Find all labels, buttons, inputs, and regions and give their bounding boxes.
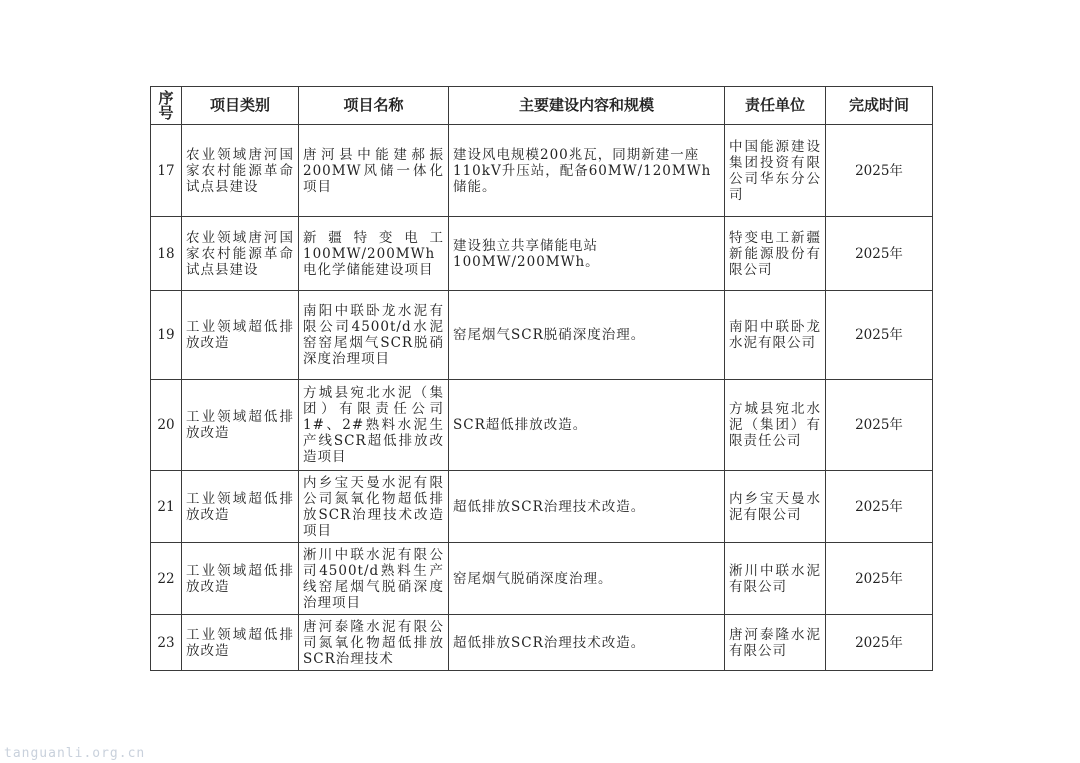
project-category: 工业领域超低排放改造 — [186, 562, 294, 595]
header-no: 序号 — [151, 87, 182, 125]
table-row — [151, 217, 933, 291]
project-content: 窑尾烟气SCR脱硝深度治理。 — [453, 327, 646, 343]
completion-time: 2025年 — [826, 125, 933, 217]
table-row — [151, 125, 933, 217]
responsible-unit: 淅川中联水泥有限公司 — [729, 562, 821, 595]
project-table — [150, 86, 933, 671]
project-content: 超低排放SCR治理技术改造。 — [453, 634, 646, 651]
completion-time: 2025年 — [826, 543, 933, 615]
completion-time: 2025年 — [826, 291, 933, 380]
site-watermark: tanguanli.org.cn — [4, 746, 146, 761]
completion-time: 2025年 — [826, 380, 933, 471]
row-number: 20 — [151, 380, 182, 471]
row-number: 19 — [151, 291, 182, 380]
table-row — [151, 471, 933, 543]
responsible-unit: 方城县宛北水泥（集团）有限责任公司 — [729, 401, 821, 449]
header-unit: 责任单位 — [725, 87, 826, 125]
project-name: 唐河泰隆水泥有限公司氮氧化物超低排放SCR治理技术 — [303, 618, 444, 667]
table-row — [151, 615, 933, 671]
project-content: 建设独立共享储能电站100MW/200MWh。 — [453, 237, 600, 270]
project-name: 内乡宝天曼水泥有限公司氮氧化物超低排放SCR治理技术改造项目 — [303, 474, 444, 539]
row-number: 18 — [151, 217, 182, 291]
project-category: 农业领域唐河国家农村能源革命试点县建设 — [186, 229, 294, 278]
header-content: 主要建设内容和规模 — [449, 87, 725, 125]
row-number: 23 — [151, 615, 182, 671]
project-category: 工业领域超低排放改造 — [186, 319, 294, 351]
row-number: 22 — [151, 543, 182, 615]
responsible-unit: 特变电工新疆新能源股份有限公司 — [729, 229, 821, 278]
header-name: 项目名称 — [299, 87, 449, 125]
table-row — [151, 543, 933, 615]
project-content: 超低排放SCR治理技术改造。 — [453, 498, 646, 515]
row-number: 17 — [151, 125, 182, 217]
project-category: 农业领域唐河国家农村能源革命试点县建设 — [186, 146, 294, 195]
responsible-unit: 南阳中联卧龙水泥有限公司 — [729, 319, 821, 351]
project-category: 工业领域超低排放改造 — [186, 626, 294, 659]
header-category: 项目类别 — [182, 87, 299, 125]
table-row — [151, 380, 933, 471]
project-name: 淅川中联水泥有限公司4500t/d熟料生产线窑尾烟气脱硝深度治理项目 — [303, 546, 444, 611]
project-name: 唐河县中能建郝振200MW风储一体化项目 — [303, 146, 444, 195]
table-header-row — [151, 87, 933, 125]
completion-time: 2025年 — [826, 471, 933, 543]
responsible-unit: 中国能源建设集团投资有限公司华东分公司 — [729, 138, 821, 203]
project-category: 工业领域超低排放改造 — [186, 409, 294, 441]
responsible-unit: 内乡宝天曼水泥有限公司 — [729, 490, 821, 523]
project-content: SCR超低排放改造。 — [453, 417, 588, 433]
header-time: 完成时间 — [826, 87, 933, 125]
project-content: 建设风电规模200兆瓦，同期新建一座110kV升压站，配备60MW/120MWh储能。 — [453, 146, 712, 195]
project-content: 窑尾烟气脱硝深度治理。 — [453, 570, 613, 587]
completion-time: 2025年 — [826, 217, 933, 291]
responsible-unit: 唐河泰隆水泥有限公司 — [729, 626, 821, 659]
table-row — [151, 291, 933, 380]
project-name: 新疆特变电工100MW/200MWh电化学储能建设项目 — [303, 229, 444, 278]
row-number: 21 — [151, 471, 182, 543]
completion-time: 2025年 — [826, 615, 933, 671]
project-name: 南阳中联卧龙水泥有限公司4500t/d水泥窑窑尾烟气SCR脱硝深度治理项目 — [303, 303, 444, 367]
project-category: 工业领域超低排放改造 — [186, 490, 294, 523]
project-name: 方城县宛北水泥（集团）有限责任公司1#、2#熟料水泥生产线SCR超低排放改造项目 — [303, 385, 444, 465]
